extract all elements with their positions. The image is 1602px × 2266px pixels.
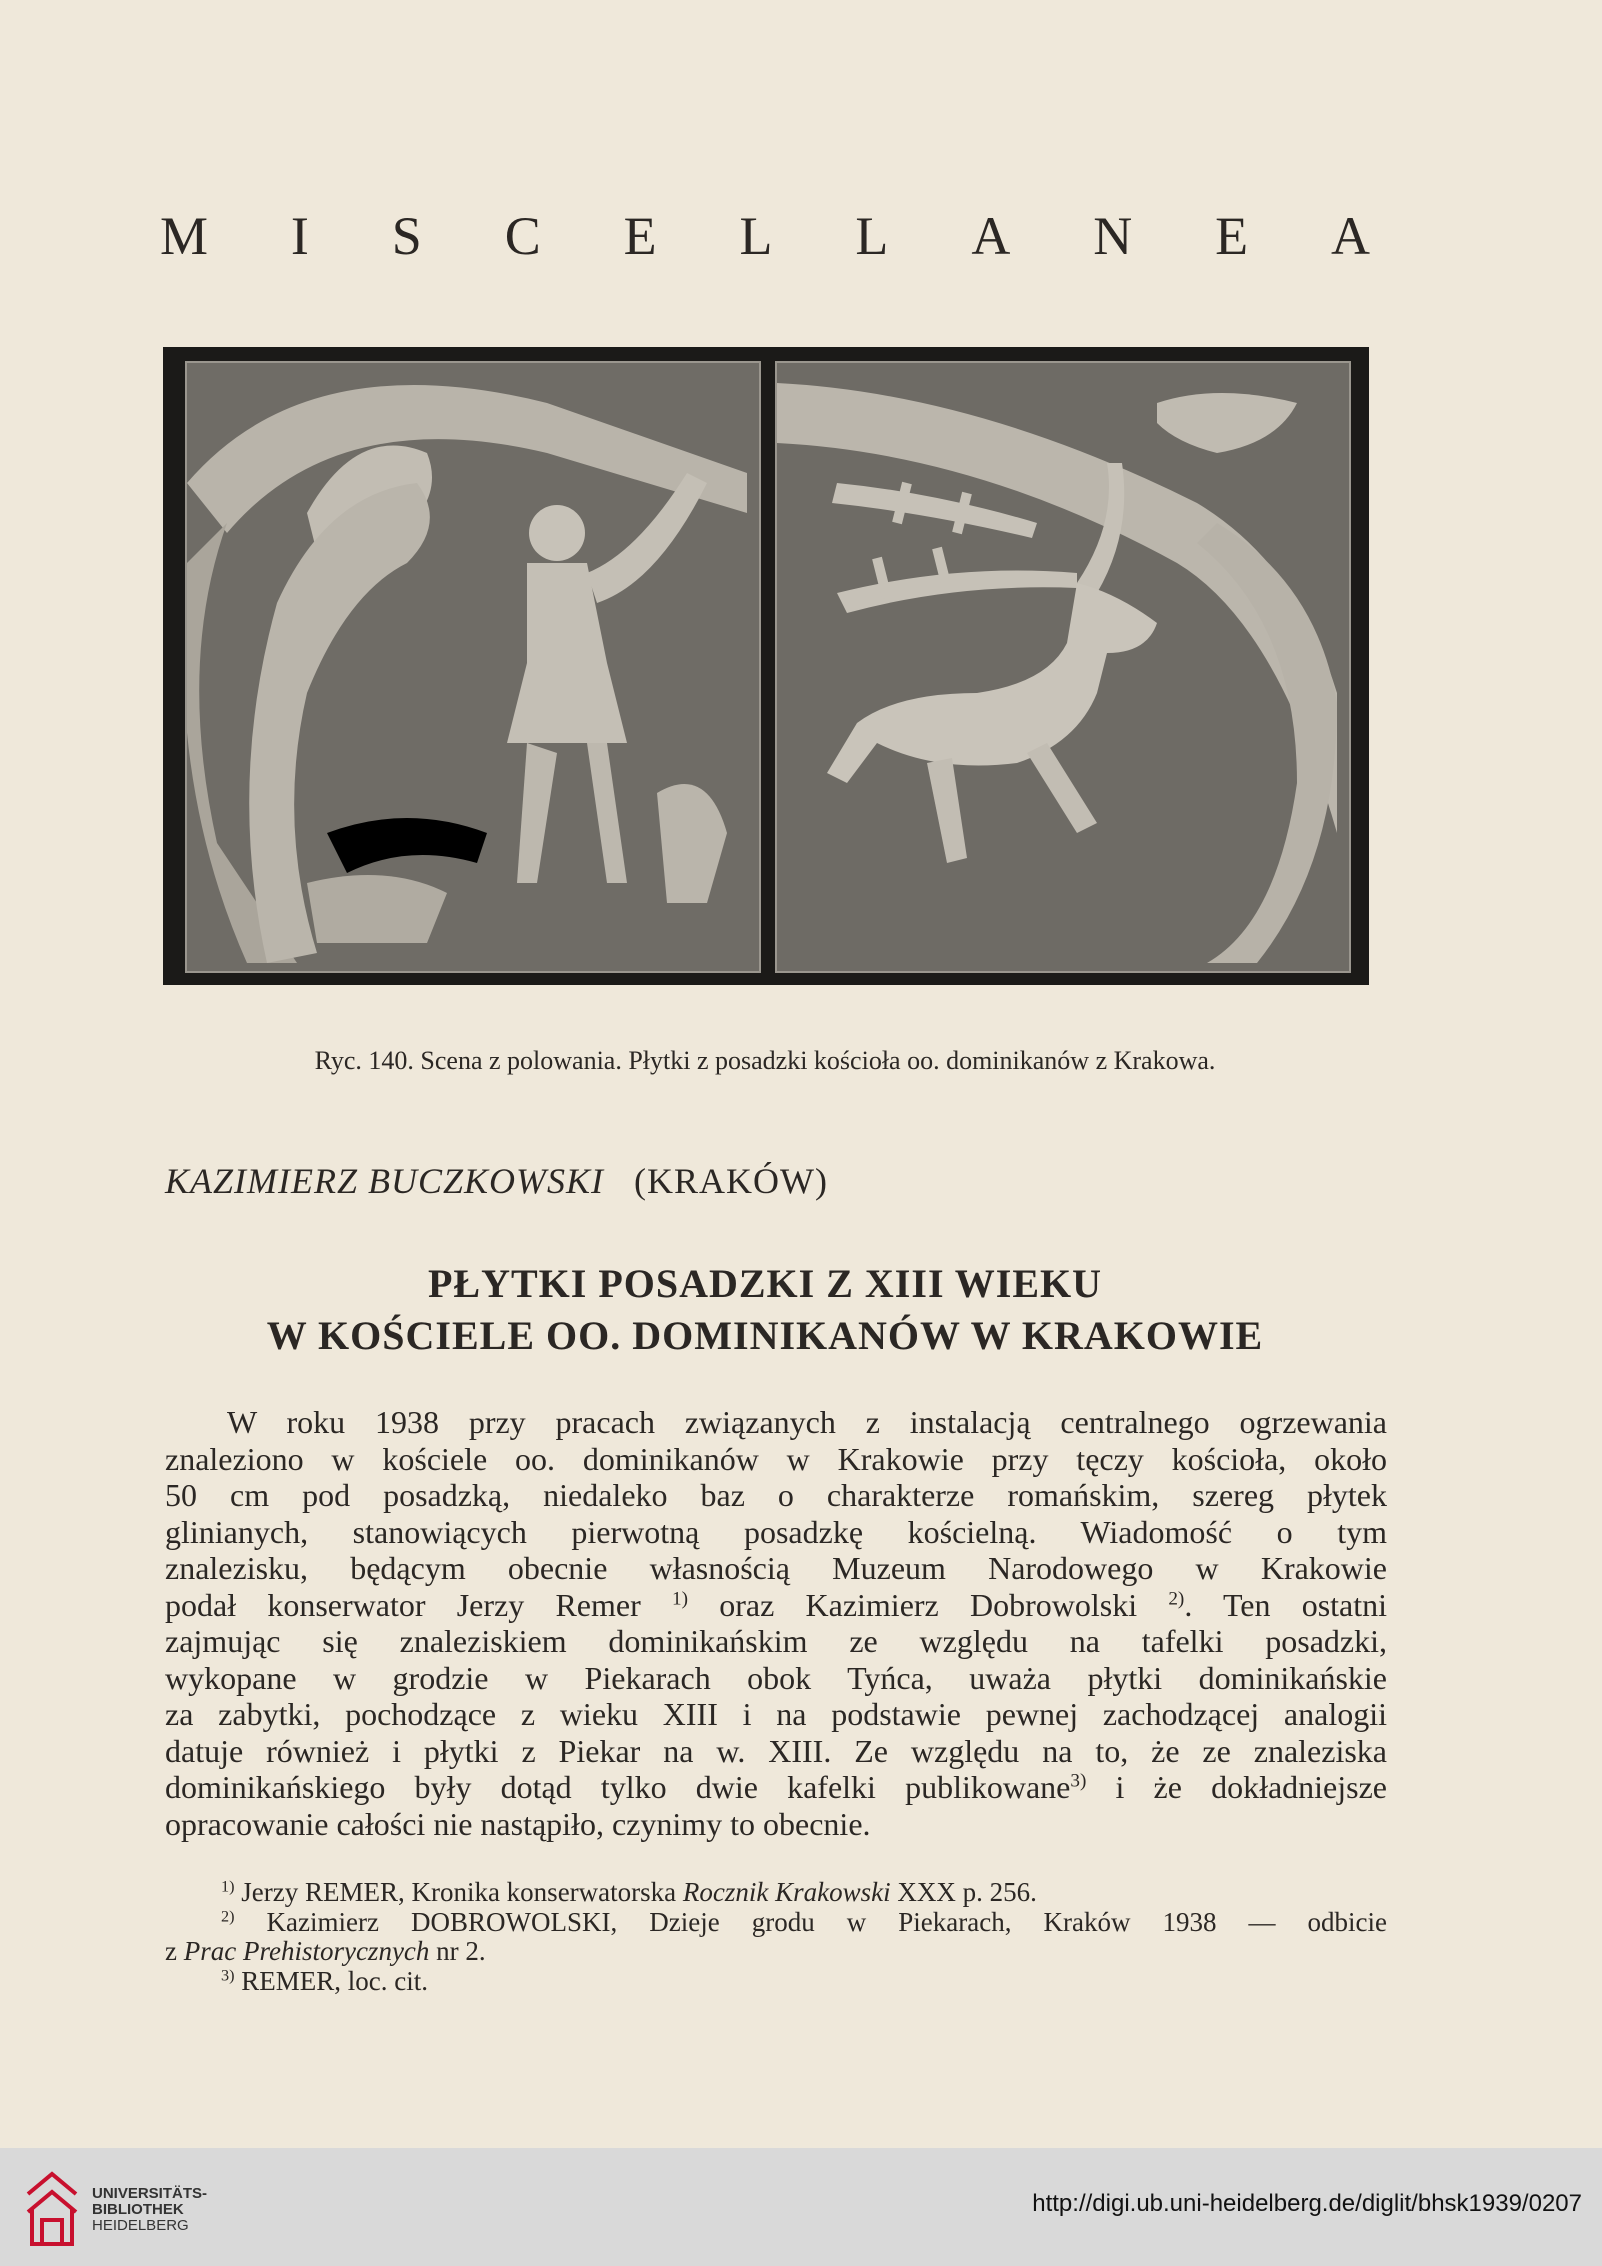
footnote-ref-3: 3) xyxy=(1070,1770,1087,1792)
body-line: datuje również i płytki z Piekar na w. XIII. Ze względu na to, że ze znaleziska xyxy=(165,1732,1387,1769)
section-heading-letter: A xyxy=(1330,206,1370,266)
footnote-3 xyxy=(165,1967,1387,1997)
article-title-line2: W KOŚCIELE OO. DOMINIKANÓW W KRAKOWIE xyxy=(266,1313,1264,1358)
tile-hunter-photo xyxy=(185,361,761,973)
section-heading-letter: C xyxy=(504,206,541,266)
footnote-rest: nr 2. xyxy=(436,1936,486,1966)
body-line-with-refs xyxy=(165,1587,1387,1624)
body-line: wykopane w grodzie w Piekarach obok Tyńca, uważa płytki dominikańskie xyxy=(165,1659,1387,1696)
library-name-line: BIBLIOTHEK xyxy=(92,2201,184,2218)
figure-photo xyxy=(163,347,1369,985)
tile-stag-photo xyxy=(775,361,1351,973)
section-heading-letter: S xyxy=(391,206,422,266)
viewer-footer xyxy=(0,2148,1602,2266)
body-line: 50 cm pod posadzką, niedaleko baz o charakterze romańskim, szereg płytek xyxy=(165,1477,1387,1513)
footnote-rest: XXX p. 256. xyxy=(897,1877,1037,1907)
footnote-italic: Rocznik Krakowski xyxy=(682,1877,891,1907)
article-title-line1: PŁYTKI POSADZKI Z XIII WIEKU xyxy=(427,1261,1103,1306)
body-line: znaleziono w kościele oo. dominikanów w Krakowie przy tęczy kościoła, około xyxy=(165,1440,1387,1477)
footnote-italic: Prac Prehistorycznych xyxy=(183,1936,430,1966)
footnotes xyxy=(165,1878,1387,1996)
footnote-ref-2: 2) xyxy=(1168,1587,1185,1609)
author-line xyxy=(165,1160,828,1202)
author-name: KAZIMIERZ BUCZKOWSKI xyxy=(165,1161,605,1201)
body-line: opracowanie całości nie nastąpiło, czynimy to obecnie. xyxy=(165,1805,871,1842)
stag-relief-illustration xyxy=(777,363,1349,971)
library-name-line: UNIVERSITÄTS- xyxy=(92,2185,208,2202)
permalink-url[interactable]: http://digi.ub.uni-heidelberg.de/diglit/bhsk1939/0207 xyxy=(1032,2190,1582,2217)
section-heading-letter: M xyxy=(160,206,209,266)
section-heading-letter: L xyxy=(739,206,773,266)
body-line: za zabytki, pochodzące z wieku XIII i na podstawie pewnej zachodzącej analogii xyxy=(165,1696,1387,1732)
hunter-relief-illustration xyxy=(187,363,759,971)
heidelberg-library-logo-icon[interactable] xyxy=(22,2164,84,2250)
section-heading-letter: I xyxy=(290,206,309,266)
section-heading-letter: E xyxy=(623,206,657,266)
article-body xyxy=(165,1404,1387,1842)
section-heading-letter: A xyxy=(971,206,1011,266)
footnote-1 xyxy=(165,1878,1387,1908)
section-heading-letter: L xyxy=(855,206,889,266)
body-line: zajmując się znaleziskiem dominikańskim ze względu na tafelki posadzki, xyxy=(165,1623,1387,1659)
section-heading xyxy=(160,205,1370,267)
figure-caption: Ryc. 140. Scena z polowania. Płytki z posadzki kościoła oo. dominikanów z Krakowa. xyxy=(314,1046,1216,1075)
body-line-segment: . Ten ostatni xyxy=(1184,1586,1388,1623)
footnote-text: REMER, loc. cit. xyxy=(241,1965,428,1996)
section-heading-letter: E xyxy=(1215,206,1249,266)
library-name-line: HEIDELBERG xyxy=(92,2217,189,2234)
author-city: (KRAKÓW) xyxy=(634,1161,828,1201)
section-heading-letter: N xyxy=(1093,206,1133,266)
body-line-segment: dominikańskiego były dotąd tylko dwie kafelki publikowane xyxy=(165,1769,1071,1805)
footnote-mark: 1) xyxy=(221,1877,235,1896)
footnote-mark: 2) xyxy=(221,1906,235,1925)
footnote-ref-1: 1) xyxy=(672,1587,688,1609)
body-line-segment: podał konserwator Jerzy Remer xyxy=(165,1586,641,1623)
article-title xyxy=(160,1258,1370,1362)
body-line: W roku 1938 przy pracach związanych z instalacją centralnego ogrzewania xyxy=(227,1404,1387,1440)
body-line: znalezisku, będącym obecnie własnością Muzeum Narodowego w Krakowie xyxy=(165,1550,1387,1586)
footnote-text: Kazimierz DOBROWOLSKI, Dzieje grodu w Piekarach, Kraków 1938 — odbicie xyxy=(266,1906,1387,1937)
library-name xyxy=(92,2186,207,2234)
body-line-segment: oraz Kazimierz Dobrowolski xyxy=(719,1586,1138,1623)
body-line-with-refs xyxy=(165,1769,1387,1806)
footnote-2 xyxy=(165,1908,1387,1938)
footnote-2-continued xyxy=(165,1937,1387,1967)
body-line: glinianych, stanowiących pierwotną posadzkę kościelną. Wiadomość o tym xyxy=(165,1513,1387,1550)
body-line-segment: i że dokładniejsze xyxy=(1115,1769,1388,1805)
footnote-text: Jerzy REMER, Kronika konserwatorska xyxy=(241,1877,677,1907)
footnote-prefix: z xyxy=(165,1936,177,1966)
footnote-mark: 3) xyxy=(221,1965,235,1984)
